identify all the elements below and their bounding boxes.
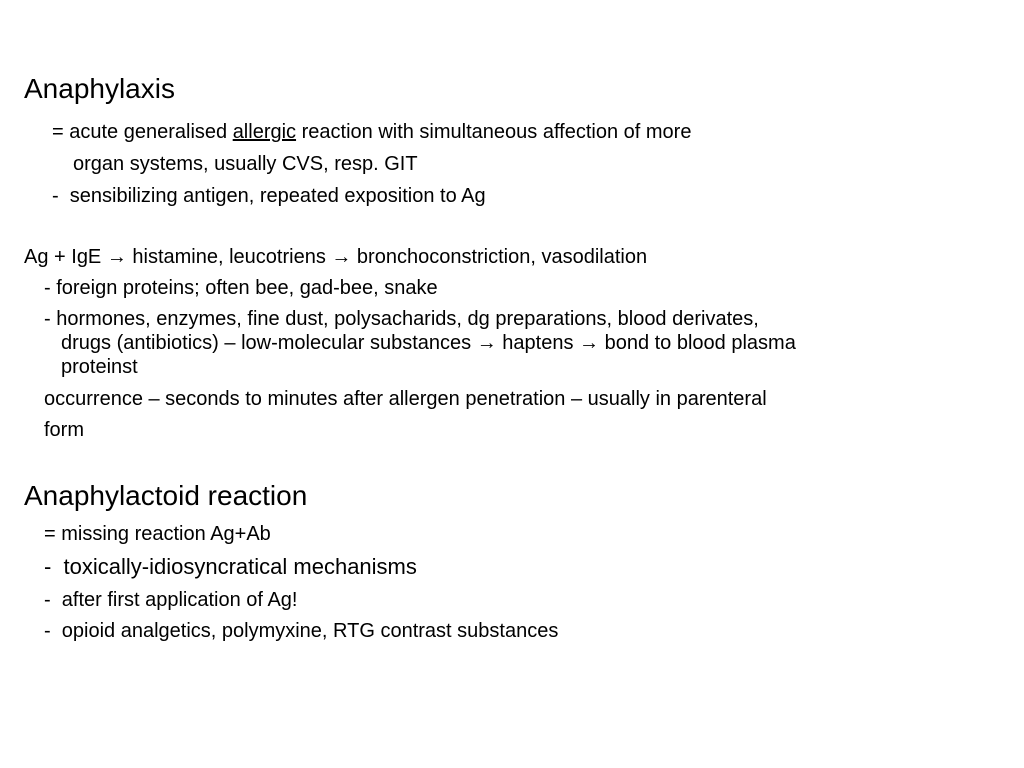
anaphylactoid-bullet-mechanisms: - toxically-idiosyncratical mechanisms [44, 554, 417, 579]
occurrence-line: occurrence – seconds to minutes after allergen penetration – usually in parenteral [44, 388, 767, 410]
anaphylaxis-definition-cont: organ systems, usually CVS, resp. GIT [73, 153, 418, 175]
anaphylactoid-bullet-opioids: - opioid analgetics, polymyxine, RTG contrast substances [44, 620, 559, 642]
allergic-link[interactable]: allergic [232, 121, 297, 143]
list-item-hormones: - hormones, enzymes, fine dust, polysacharids, dg preparations, blood derivates, [44, 308, 759, 330]
anaphylaxis-bullet: - sensibilizing antigen, repeated exposition to Ag [52, 185, 486, 207]
definition-prefix: = acute generalised [52, 121, 233, 143]
anaphylactoid-definition: = missing reaction Ag+Ab [44, 523, 271, 545]
list-item-hormones-cont2: proteinst [61, 356, 138, 378]
anaphylaxis-definition [52, 122, 691, 142]
list-item-foreign-proteins: - foreign proteins; often bee, gad-bee, snake [44, 277, 438, 299]
section-title-anaphylactoid: Anaphylactoid reaction [24, 480, 308, 511]
mechanism-line: Ag + IgE → histamine, leucotriens → bronchoconstriction, vasodilation [24, 246, 648, 268]
definition-suffix: reaction with simultaneous affection of more [296, 121, 692, 143]
list-item-hormones-cont: drugs (antibiotics) – low-molecular substances → haptens → bond to blood plasma [61, 332, 796, 354]
anaphylactoid-bullet-first-application: - after first application of Ag! [44, 589, 298, 611]
section-title-anaphylaxis: Anaphylaxis [24, 73, 175, 104]
occurrence-line-cont: form [44, 419, 84, 441]
